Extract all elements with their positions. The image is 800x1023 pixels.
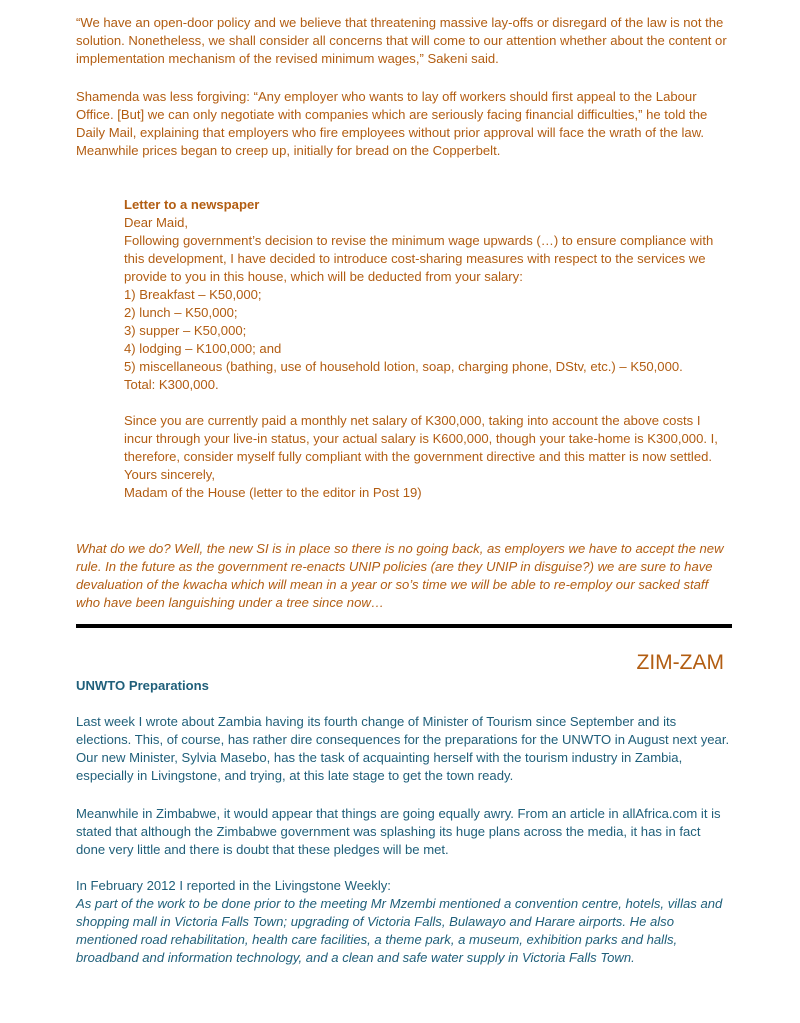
shamenda-text: Shamenda was less forgiving: “Any employer who wants to lay off workers should first appeal to the Labour Office. [But] we can only negotiate with companies which are seriously facing financial difficulties,” he told the Daily Mail, explaining that employers who fire employees without prior approval will face the wrath of the law. — [76, 89, 708, 140]
zimzam-paragraph-2 — [76, 805, 731, 859]
section-divider — [76, 624, 732, 628]
sakeni-quote-text: “We have an open-door policy and we believe that threatening massive lay-offs or disregard of the law is not the solution. Nonetheless, we shall consider all concerns that will come to our attention whether about the content or implementation mechanism of the revised minimum wages,” Sakeni said. — [76, 15, 727, 66]
letter-item: 2) lunch – K50,000; — [124, 305, 238, 320]
zimzam-title: ZIM-ZAM — [636, 651, 724, 674]
zimzam-report-block — [76, 877, 731, 967]
zimzam-para2-text: Meanwhile in Zimbabwe, it would appear that things are going equally awry. From an article in allAfrica.com it is stated that although the Zimbabwe government was splashing its huge plans across the media, it has in fact done very little and there is doubt that these pledges will be met. — [76, 806, 721, 857]
prices-line: Meanwhile prices began to creep up, initially for bread on the Copperbelt. — [76, 143, 501, 158]
commentary-text: What do we do? Well, the new SI is in place so there is no going back, as employers we have to accept the new rule. In the future as the government re-enacts UNIP policies (are they UNIP in disguise?) we are sure to have devaluation of the kwacha which will mean in a year or so’s time we will be able to re-employ our sacked staff who have been languishing under a tree since now… — [76, 541, 724, 610]
letter-item: 3) supper – K50,000; — [124, 323, 247, 338]
letter-heading: Letter to a newspaper — [124, 197, 260, 212]
letter-body: Since you are currently paid a monthly net salary of K300,000, taking into account the above costs I incur through your live-in status, your actual salary is K600,000, though your take-home is K300,000. I, therefore, consider myself fully compliant with the government directive and this matter is now settled. — [124, 413, 718, 464]
report-intro: In February 2012 I reported in the Livingstone Weekly: — [76, 878, 391, 893]
sakeni-quote-paragraph — [76, 14, 731, 68]
letter-salutation: Dear Maid, — [124, 215, 189, 230]
letter-total: Total: K300,000. — [124, 377, 219, 392]
letter-item: 1) Breakfast – K50,000; — [124, 287, 262, 302]
letter-item: 4) lodging – K100,000; and — [124, 341, 282, 356]
letter-closing: Yours sincerely, — [124, 467, 215, 482]
zimzam-para1-text: Last week I wrote about Zambia having its fourth change of Minister of Tourism since September and its elections. This, of course, has rather dire consequences for the preparations for the UNWTO in August next year. Our new Minister, Sylvia Masebo, has the task of acquainting herself with the tourism industry in Zambia, especially in Livingstone, and trying, at this late stage to get the town ready. — [76, 714, 730, 783]
report-quote: As part of the work to be done prior to the meeting Mr Mzembi mentioned a convention centre, hotels, villas and shopping mall in Victoria Falls Town; upgrading of Victoria Falls, Bulawayo and Harare airports. He also mentioned road rehabilitation, health care facilities, a theme park, a museum, exhibition parks and halls, broadband and information technology, and a clean and safe water supply in Victoria Falls Town. — [76, 896, 723, 965]
shamenda-paragraph — [76, 88, 731, 160]
letter-intro: Following government’s decision to revise the minimum wage upwards (…) to ensure compliance with this development, I have decided to introduce cost-sharing measures with respect to the services we provide to you in this house, which will be deducted from your salary: — [124, 233, 714, 284]
unwto-heading: UNWTO Preparations — [76, 678, 209, 693]
letter-block — [124, 196, 724, 394]
letter-body-block — [124, 412, 724, 502]
letter-item: 5) miscellaneous (bathing, use of household lotion, soap, charging phone, DStv, etc.) – K50,000. — [124, 359, 683, 374]
letter-signature: Madam of the House (letter to the editor in Post 19) — [124, 485, 422, 500]
commentary-paragraph — [76, 540, 731, 612]
zimzam-paragraph-1 — [76, 713, 731, 785]
